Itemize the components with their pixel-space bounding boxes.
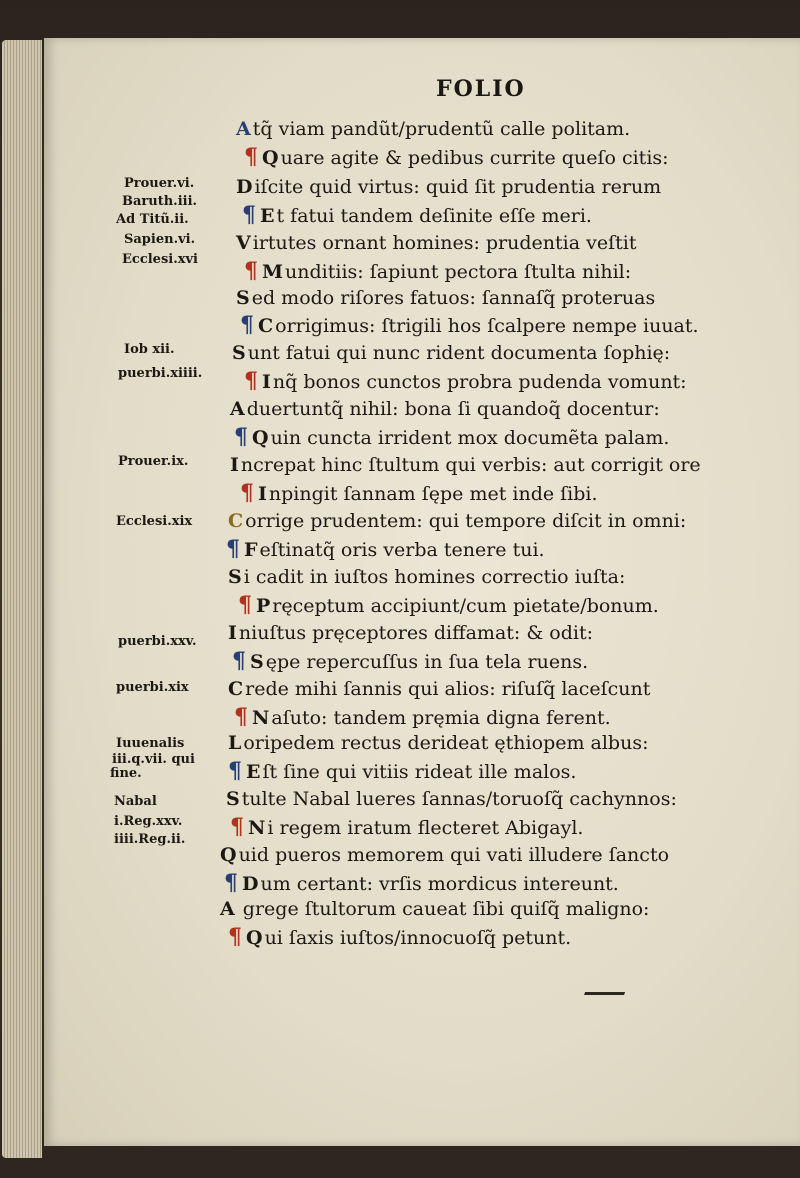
- end-flourish: [584, 984, 628, 995]
- initial-capital: S: [250, 651, 264, 673]
- verse-text: i cadit in iuſtos homines correctio iuſta:: [243, 566, 626, 588]
- initial-capital: I: [230, 454, 239, 476]
- verse-text: ed modo riſores fatuos: ſannaſq̃ proteruas: [251, 287, 656, 309]
- verse-text: irtutes ornant homines: prudentia veſtit: [252, 232, 637, 254]
- marginal-note: Sapien.vi.: [124, 232, 196, 247]
- marginal-note: Iob xii.: [124, 342, 175, 357]
- verse-text: tq̃ viam pandũt/prudentũ calle politam.: [252, 118, 631, 140]
- verse-line: [234, 706, 611, 729]
- verse-text: niuſtus pręceptores diffamat: & odit:: [238, 622, 594, 644]
- initial-capital: S: [228, 566, 242, 588]
- initial-capital: Q: [220, 844, 237, 866]
- verse-text: rede mihi ſannis qui alios: riſuſq̃ laceſcunt: [245, 678, 651, 700]
- pilcrow-mark: ¶: [224, 870, 238, 896]
- verse-line: [224, 872, 619, 895]
- initial-capital: I: [262, 371, 271, 393]
- initial-capital: Q: [246, 927, 263, 949]
- verse-line: [236, 118, 630, 140]
- verse-line: [230, 454, 701, 476]
- verse-text: ncrepat hinc ſtultum qui verbis: aut corrigit ore: [240, 454, 701, 476]
- verse-line: [232, 342, 670, 364]
- initial-capital: A: [236, 118, 251, 140]
- verse-text: ſt ſine qui vitiis rideat ille malos.: [262, 761, 577, 783]
- verse-text: uare agite & pedibus currite queſo citis:: [280, 147, 669, 169]
- initial-capital: E: [246, 761, 261, 783]
- marginal-note: iiii.Reg.ii.: [114, 832, 186, 847]
- verse-text: unt fatui qui nunc rident documenta ſophię:: [247, 342, 671, 364]
- verse-line: [220, 844, 669, 866]
- folio-header: FOLIO: [436, 76, 526, 102]
- initial-capital: C: [228, 510, 244, 532]
- initial-capital: S: [226, 788, 240, 810]
- initial-capital: D: [242, 873, 259, 895]
- verse-line: [240, 314, 699, 337]
- initial-capital: I: [258, 483, 267, 505]
- initial-capital: Q: [252, 427, 269, 449]
- initial-capital: A: [230, 398, 245, 420]
- verse-line: [220, 898, 649, 920]
- verse-text: unditiis: ſapiunt pectora ſtulta nihil:: [285, 261, 632, 283]
- verse-text: iſcite quid virtus: quid ſit prudentia rerum: [254, 176, 662, 198]
- pilcrow-mark: ¶: [234, 424, 248, 450]
- verse-text: t fatui tandem deſinite eſſe meri.: [276, 205, 592, 227]
- verse-text: npingit ſannam ſępe met inde ſibi.: [268, 483, 598, 505]
- marginal-note: Nabal: [114, 794, 157, 809]
- verse-text: ępe repercuſſus in ſua tela ruens.: [265, 651, 589, 673]
- marginal-note: iii.q.vii. qui: [112, 752, 195, 767]
- initial-capital: L: [228, 732, 242, 754]
- verse-line: [228, 622, 593, 644]
- verse-text: oripedem rectus derideat ęthiopem albus:: [243, 732, 649, 754]
- verse-text: aſuto: tandem pręmia digna ferent.: [271, 707, 611, 729]
- verse-line: [244, 260, 631, 283]
- verse-line: [228, 510, 686, 532]
- pilcrow-mark: ¶: [234, 704, 248, 730]
- verse-text: ui ſaxis iuſtos/innocuoſq̃ petunt.: [264, 927, 572, 949]
- pilcrow-mark: ¶: [228, 924, 242, 950]
- marginal-note: Baruth.iii.: [122, 194, 198, 209]
- initial-capital: A: [220, 898, 235, 920]
- verse-line: [244, 146, 669, 169]
- verse-line: [234, 426, 669, 449]
- verse-text: ręceptum accipiunt/cum pietate/bonum.: [272, 595, 659, 617]
- verse-line: [238, 594, 659, 617]
- pilcrow-mark: ¶: [240, 480, 254, 506]
- verse-line: [228, 760, 576, 783]
- verse-line: [226, 788, 677, 810]
- verse-text: orrigimus: ſtrigili hos ſcalpere nempe iuuat.: [275, 315, 699, 337]
- initial-capital: S: [232, 342, 246, 364]
- marginal-note: Ecclesi.xvi: [122, 252, 198, 267]
- verse-line: [230, 816, 583, 839]
- marginal-note: puerbi.xiiii.: [118, 366, 203, 381]
- pilcrow-mark: ¶: [244, 258, 258, 284]
- verse-text: um certant: vrſis mordicus intereunt.: [260, 873, 619, 895]
- initial-capital: N: [248, 817, 266, 839]
- initial-capital: Q: [262, 147, 279, 169]
- verse-line: [236, 232, 636, 254]
- verse-line: [242, 204, 592, 227]
- initial-capital: F: [244, 539, 258, 561]
- pilcrow-mark: ¶: [238, 592, 252, 618]
- verse-text: eſtinatq̃ oris verba tenere tui.: [259, 539, 545, 561]
- verse-line: [226, 538, 545, 561]
- initial-capital: M: [262, 261, 284, 283]
- verse-line: [228, 926, 571, 949]
- initial-capital: P: [256, 595, 271, 617]
- marginal-note: i.Reg.xxv.: [114, 814, 183, 829]
- verse-line: [228, 732, 648, 754]
- initial-capital: V: [236, 232, 251, 254]
- verse-line: [230, 398, 660, 420]
- verse-line: [228, 678, 650, 700]
- verse-text: duertuntq̃ nihil: bona ſi quandoq̃ docentur:: [246, 398, 660, 420]
- marginal-note: Prouer.vi.: [124, 176, 195, 191]
- marginal-note: Prouer.ix.: [118, 454, 189, 469]
- verse-line: [240, 482, 598, 505]
- verse-text: tulte Nabal lueres ſannas/toruoſq̃ cachynnos:: [241, 788, 677, 810]
- pilcrow-mark: ¶: [232, 648, 246, 674]
- marginal-note: puerbi.xxv.: [118, 634, 197, 649]
- initial-capital: I: [228, 622, 237, 644]
- verse-line: [232, 650, 588, 673]
- pilcrow-mark: ¶: [240, 312, 254, 338]
- pilcrow-mark: ¶: [228, 758, 242, 784]
- pilcrow-mark: ¶: [226, 536, 240, 562]
- marginal-note: fine.: [110, 766, 142, 781]
- pilcrow-mark: ¶: [244, 368, 258, 394]
- marginal-note: Ecclesi.xix: [116, 514, 193, 529]
- initial-capital: N: [252, 707, 270, 729]
- verse-text: i regem iratum flecteret Abigayl.: [267, 817, 584, 839]
- marginal-note: Iuuenalis: [116, 736, 185, 751]
- verse-text: nq̃ bonos cunctos probra pudenda vomunt:: [272, 371, 687, 393]
- verse-line: [228, 566, 625, 588]
- initial-capital: C: [258, 315, 274, 337]
- verse-text: uin cuncta irrident mox documẽta palam.: [270, 427, 670, 449]
- verse-line: [236, 176, 661, 198]
- verse-line: [236, 287, 655, 309]
- initial-capital: D: [236, 176, 253, 198]
- initial-capital: E: [260, 205, 275, 227]
- page-edges: [2, 40, 42, 1158]
- initial-capital: C: [228, 678, 244, 700]
- verse-text: grege ſtultorum caueat ſibi quiſq̃ maligno:: [236, 898, 650, 920]
- pilcrow-mark: ¶: [230, 814, 244, 840]
- pilcrow-mark: ¶: [244, 144, 258, 170]
- initial-capital: S: [236, 287, 250, 309]
- marginal-note: Ad Titũ.ii.: [116, 212, 189, 227]
- verse-line: [244, 370, 687, 393]
- verse-text: orrige prudentem: qui tempore diſcit in omni:: [245, 510, 687, 532]
- pilcrow-mark: ¶: [242, 202, 256, 228]
- marginal-note: puerbi.xix: [116, 680, 189, 695]
- verse-text: uid pueros memorem qui vati illudere ſancto: [238, 844, 670, 866]
